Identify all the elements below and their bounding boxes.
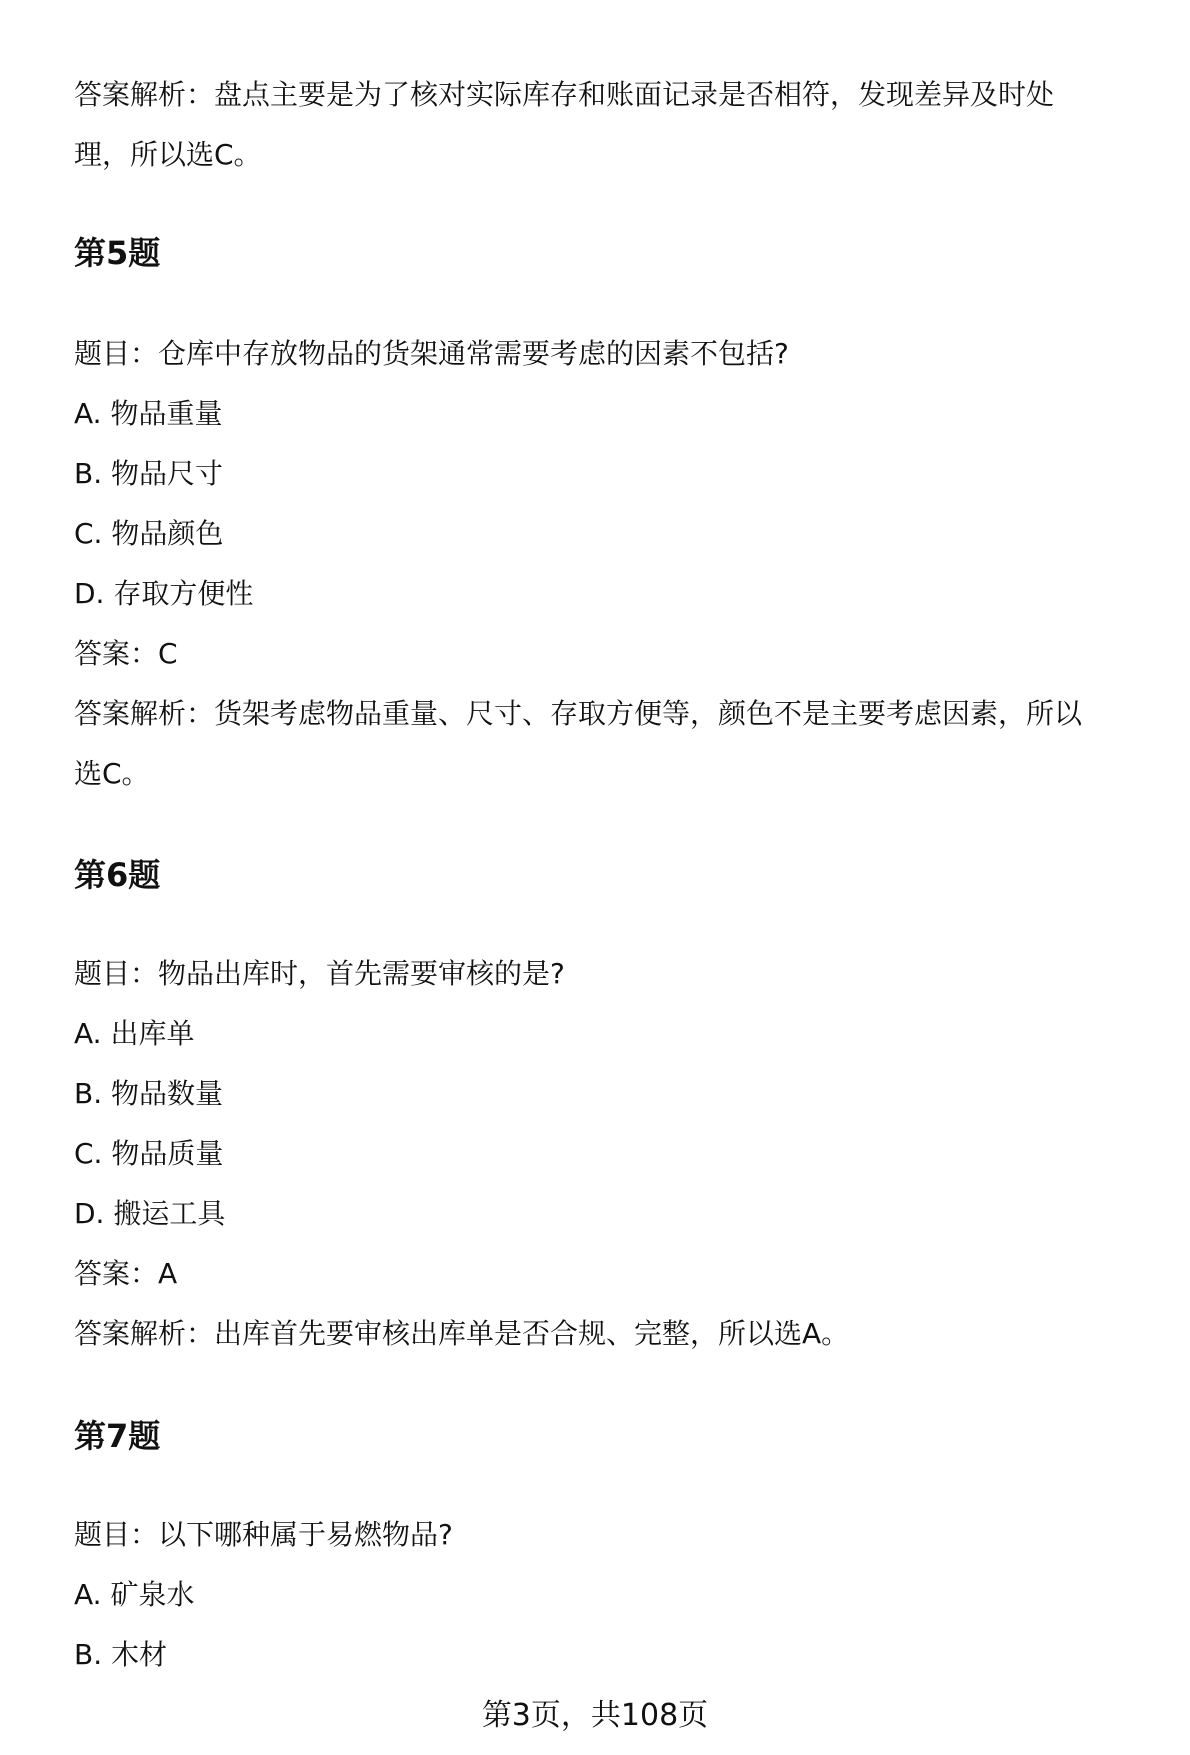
question-6-option-a: A. 出库单 [74,1017,195,1050]
question-6-option-c: C. 物品质量 [74,1137,224,1170]
question-7-option-a: A. 矿泉水 [74,1578,195,1611]
question-7-text: 题目：以下哪种属于易燃物品? [74,1518,453,1551]
question-6-analysis-line-1: 答案解析：出库首先要审核出库单是否合规、完整，所以选A。 [74,1317,850,1350]
question-7-option-b: B. 木材 [74,1638,168,1671]
question-7-title: 第7题 [74,1417,161,1455]
question-5-option-c: C. 物品颜色 [74,517,224,550]
question-5-text: 题目：仓库中存放物品的货架通常需要考虑的因素不包括? [74,337,789,370]
prev-analysis-line-2: 理，所以选C。 [74,138,262,171]
question-5-answer: 答案：C [74,637,178,670]
question-5-analysis-line-1: 答案解析：货架考虑物品重量、尺寸、存取方便等，颜色不是主要考虑因素，所以 [74,697,1083,730]
page-number-footer: 第3页，共108页 [481,1698,709,1733]
question-6-answer: 答案：A [74,1257,178,1290]
question-5-option-a: A. 物品重量 [74,397,223,430]
question-5-option-b: B. 物品尺寸 [74,457,224,490]
prev-analysis-line-1: 答案解析：盘点主要是为了核对实际库存和账面记录是否相符，发现差异及时处 [74,78,1055,111]
question-5-title: 第5题 [74,234,161,272]
question-6-option-b: B. 物品数量 [74,1077,224,1110]
question-6-title: 第6题 [74,856,161,894]
question-6-option-d: D. 搬运工具 [74,1197,226,1230]
question-6-text: 题目：物品出库时，首先需要审核的是? [74,957,565,990]
question-5-analysis-line-2: 选C。 [74,757,150,790]
question-5-option-d: D. 存取方便性 [74,577,254,610]
